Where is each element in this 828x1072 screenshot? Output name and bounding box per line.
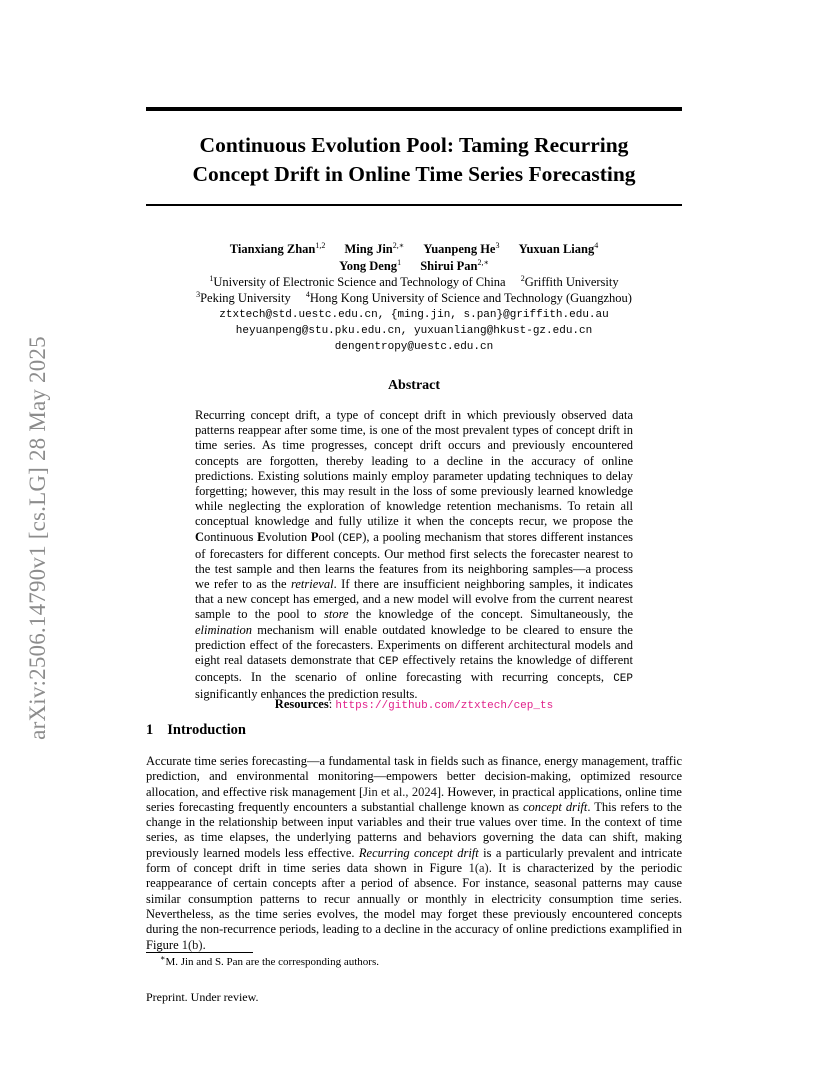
title-line-1: Continuous Evolution Pool: Taming Recurring — [199, 133, 629, 157]
affiliation: $^4$Hong Kong University of Science and Technology (Guangzhou) — [305, 289, 632, 305]
cep-acronym: CEP — [342, 532, 363, 545]
author: Shirui Pan$^{2,∗}$ — [420, 257, 489, 273]
title-bottom-rule — [146, 204, 682, 206]
affiliation: $^3$Peking University — [196, 289, 291, 305]
resources-link[interactable]: https://github.com/ztxtech/cep_ts — [335, 700, 554, 712]
affiliation: $^2$Griffith University — [520, 273, 619, 289]
footnote: ∗M. Jin and S. Pan are the corresponding authors. — [160, 953, 379, 968]
resources-label: Resources — [274, 697, 329, 711]
introduction-paragraph: Accurate time series forecasting—a fundamental task in fields such as finance, energy management, traffic prediction, and environmental monitoring—empowers better decision-making, optimized resource allocation, and effective risk management [Jin et al., 2024]. However, in practical applications, online time series forecasting frequently encounters a substantial challenge known as concept drift. This refers to the change in the relationship between input variables and their true values over time. In the context of time series, as time elapses, the underlying patterns and behaviors governing the data can shift, making previously learned models less effective. Recurring concept drift is a particularly prevalent and intricate form of concept drift in time series data shown in Figure 1(a). It is characterized by the periodic reappearance of certain concepts after a period of absence. For instance, seasonal patterns may cause similar consumption patterns to recur annually or monthly in electricity consumption time series. Nevertheless, as the time series evolves, the model may forget these previously encountered concepts during the non-recurrence periods, leading to a decline in the accuracy of online predictions examplified in Figure 1(b). — [146, 754, 682, 952]
email-line-1: ztxtech@std.uestc.edu.cn, {ming.jin, s.pan}@griffith.edu.au — [219, 309, 609, 321]
cep-acronym: CEP — [378, 656, 399, 669]
author: Yong Deng$^1$ — [339, 257, 402, 273]
author: Yuanpeng He$^3$ — [423, 240, 500, 256]
abstract-heading: Abstract — [387, 378, 441, 393]
section-number: 1 — [146, 722, 154, 738]
authors-row-1 — [146, 241, 682, 258]
resources-line: Resources: https://github.com/ztxtech/cep_ts — [274, 697, 554, 712]
cep-acronym: CEP — [613, 673, 633, 686]
email-line-2: heyuanpeng@stu.pku.edu.cn, yuxuanliang@hkust-gz.edu.cn — [235, 325, 593, 337]
authors-row-2 — [146, 258, 682, 275]
figure-ref-link[interactable]: 1(b) — [181, 937, 203, 952]
section-heading — [146, 722, 246, 739]
citation-link[interactable]: Jin et al., 2024 — [363, 784, 437, 799]
author: Tianxiang Zhan$^{1,2}$ — [229, 240, 326, 256]
email-line-3: dengentropy@uestc.edu.cn — [334, 341, 494, 353]
figure-ref-link[interactable]: 1(a) — [468, 861, 489, 876]
title-top-rule — [146, 107, 682, 111]
affiliations-row-1 — [146, 274, 682, 291]
title-line-2: Concept Drift in Online Time Series Forecasting — [192, 162, 636, 186]
author: Ming Jin$^{2,∗}$ — [344, 240, 405, 256]
author: Yuxuan Liang$^4$ — [518, 240, 599, 256]
affiliation: $^1$University of Electronic Science and Technology of China — [209, 273, 506, 289]
arxiv-id: arXiv:2506.14790v1 [cs.LG] 28 May 2025 — [25, 336, 50, 740]
section-title: Introduction — [167, 722, 246, 738]
footer-note: Preprint. Under review. — [146, 990, 259, 1004]
affiliations-row-2 — [146, 290, 682, 307]
abstract-body: Recurring concept drift, a type of concept drift in which previously observed data patterns reappear after some time, is one of the most prevalent types of concept drift in time series. As time progresses, concept drift occurs and previously encountered concepts are forgotten, thereby leading to a decline in the accuracy of online predictions. Existing solutions mainly employ parameter updating techniques to delay forgetting; however, this may result in the loss of some previously learned knowledge while neglecting the exploration of knowledge retention mechanisms. To retain all conceptual knowledge and fully utilize it when the concepts recur, we propose the Continuous Evolution Pool (CEP), a pooling mechanism that stores different instances of forecasters for different concepts. Our method first selects the forecaster nearest to the test sample and then learns the features from its neighboring samples—a process we refer to as the retrieval. If there are insufficient neighboring samples, it indicates that a new concept has emerged, and a new model will evolve from the current nearest sample to the pool to store the knowledge of the concept. Simultaneously, the elimination mechanism will enable outdated knowledge to be cleared to ensure the prediction effect of the forecasters. Experiments on different architectural models and eight real datasets demonstrate that CEP effectively retains the knowledge of different concepts. In the scenario of online forecasting with recurring concepts, CEP significantly enhances the prediction results. — [195, 408, 634, 702]
paper-title — [146, 131, 682, 189]
